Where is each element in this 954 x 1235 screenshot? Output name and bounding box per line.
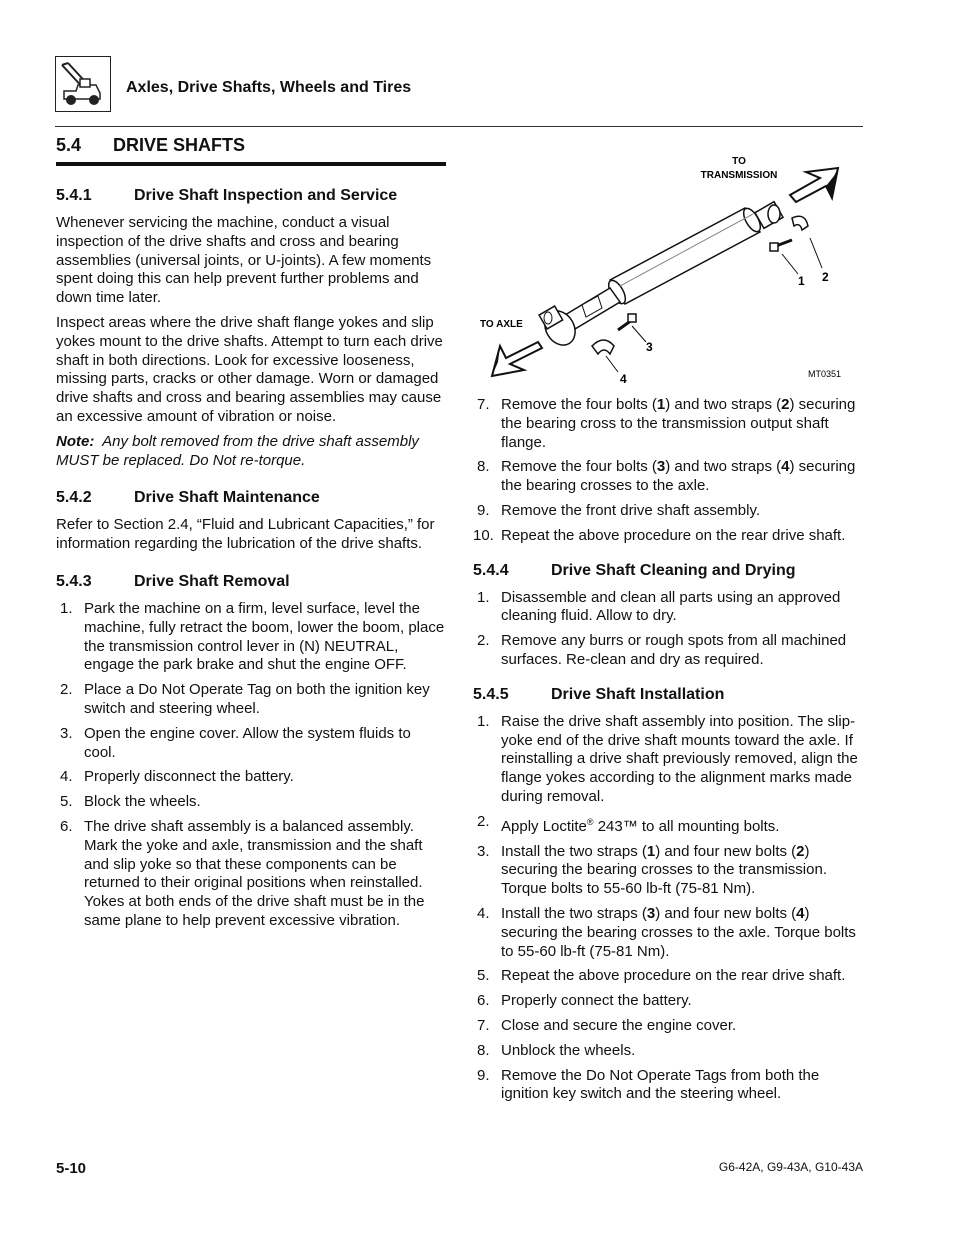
subsection-number: 5.4.2 <box>56 489 92 507</box>
drive-shaft-illustration <box>470 150 850 385</box>
step-number: 5. <box>477 967 490 985</box>
right-column <box>473 396 865 1104</box>
step-number: 1. <box>477 712 490 730</box>
removal-steps <box>56 600 446 931</box>
section-heading <box>56 134 446 166</box>
paragraph: Refer to Section 2.4, “Fluid and Lubricant Capacities,” for information regarding the lubrication of the drive shafts. <box>56 516 435 553</box>
step-text: Unblock the wheels. <box>501 1041 636 1059</box>
header-rule <box>55 126 863 127</box>
step-number: 9. <box>477 501 490 519</box>
step-text: The drive shaft assembly is a balanced assembly. Mark the yoke and axle, transmission and the shaft and slip yoke so that these components can be returned to their original positions when reinstalled. Yokes at both ends of the drive shaft must be in the same plane to help prevent excessive vibration. <box>84 817 425 929</box>
step-text: Park the machine on a firm, level surface, level the machine, fully retract the boom, lower the boom, place the transmission control lever in (N) NEUTRAL, engage the park brake and shut the engine OFF. <box>84 599 445 674</box>
step-number: 9. <box>477 1066 490 1084</box>
note-text: Any bolt removed from the drive shaft assembly MUST be replaced. Do Not re-torque. <box>56 432 419 469</box>
to-transmission-label-1: TO <box>732 156 746 167</box>
step-number: 3. <box>60 724 73 742</box>
list-item <box>473 1067 865 1105</box>
paragraph: Inspect areas where the drive shaft flange yokes and slip yokes mount to the drive shafts. Attempt to turn each drive shaft in both directions. Look for excessive looseness, missing parts, cracks or other damage. Worn or damaged drive shafts and cross and bearing assemblies may cause an excessive amount of vibration or noise. <box>56 313 443 425</box>
step-text: Remove any burrs or rough spots from all machined surfaces. Re-clean and dry as required. <box>501 632 847 668</box>
cleaning-steps <box>473 589 865 670</box>
step-text: Close and secure the engine cover. <box>501 1016 737 1034</box>
list-item <box>473 527 865 546</box>
step-text: Remove the Do Not Operate Tags from both the ignition key switch and the steering wheel. <box>501 1066 820 1103</box>
step-text: Repeat the above procedure on the rear drive shaft. <box>501 967 846 985</box>
subsection-title: Drive Shaft Maintenance <box>134 489 320 507</box>
bolt-1 <box>770 240 798 274</box>
list-item <box>473 843 865 899</box>
step-text: Properly connect the battery. <box>501 992 692 1010</box>
step-number: 7. <box>477 1016 490 1034</box>
step-text: Install the two straps ( <box>501 904 647 922</box>
step-number: 4. <box>60 768 73 786</box>
subsection-heading-543 <box>56 572 446 592</box>
step-text: ) and four new bolts ( <box>655 904 797 922</box>
step-text: ) securing the bearing crosses to the transmission. Torque bolts to 55-60 lb-ft (75-81 Nm). <box>501 842 827 898</box>
section-title: DRIVE SHAFTS <box>113 135 246 155</box>
step-number: 3. <box>477 842 490 860</box>
step-text: ) and two straps ( <box>665 458 782 476</box>
callout-ref: 4 <box>796 904 805 922</box>
to-axle-arrow <box>492 342 542 376</box>
subsection-title: Drive Shaft Installation <box>551 685 725 703</box>
paragraph: Whenever servicing the machine, conduct a visual inspection of the drive shafts and cross and bearing assemblies (universal joints, or U-joints). A few moments spent doing this can help prevent further problems and down time later. <box>56 214 432 307</box>
list-item <box>473 1017 865 1036</box>
callout-ref: 1 <box>656 396 666 413</box>
removal-steps-continued <box>473 396 865 546</box>
list-item <box>56 768 446 787</box>
callout-ref: 4 <box>781 458 790 476</box>
list-item <box>473 458 865 496</box>
step-number: 10. <box>473 526 494 544</box>
list-item <box>56 681 446 719</box>
subsection-heading-545 <box>473 685 865 705</box>
page-number: 5-10 <box>56 1160 87 1177</box>
callout-2: 2 <box>822 270 829 284</box>
step-text: Place a Do Not Operate Tag on both the ignition key switch and steering wheel. <box>84 681 430 717</box>
step-number: 6. <box>60 817 73 835</box>
step-number: 2. <box>477 812 490 830</box>
registered-mark: ® <box>586 816 594 827</box>
step-text: ) securing the bearing crosses to the axle. <box>501 458 856 495</box>
step-number: 8. <box>477 1041 490 1059</box>
list-item <box>473 992 865 1011</box>
strap-4 <box>592 340 618 372</box>
step-number: 6. <box>477 992 490 1010</box>
callout-ref: 2 <box>796 842 805 860</box>
step-text: Install the two straps ( <box>501 842 647 860</box>
callout-ref: 2 <box>781 396 790 413</box>
step-text: Repeat the above procedure on the rear drive shaft. <box>501 526 846 544</box>
step-number: 5. <box>60 793 73 811</box>
to-axle-label: TO AXLE <box>480 319 523 330</box>
callout-4: 4 <box>620 372 627 385</box>
chapter-title: Axles, Drive Shafts, Wheels and Tires <box>126 79 412 96</box>
list-item <box>473 502 865 521</box>
drive-shaft-tube <box>539 202 783 351</box>
subsection-number: 5.4.5 <box>473 685 509 703</box>
list-item <box>473 632 865 670</box>
list-item <box>56 818 446 931</box>
left-column <box>56 134 446 931</box>
callout-3: 3 <box>646 340 653 354</box>
installation-steps <box>473 713 865 1104</box>
list-item <box>473 967 865 986</box>
list-item <box>473 396 865 452</box>
step-text: Remove the four bolts ( <box>501 396 657 413</box>
subsection-heading-541 <box>56 186 446 206</box>
step-number: 4. <box>477 904 490 922</box>
step-text: ) securing the bearing cross to the transmission output shaft flange. <box>501 396 856 451</box>
subsection-heading-542 <box>56 488 446 508</box>
step-text: Remove the four bolts ( <box>501 458 657 476</box>
section-number: 5.4 <box>56 135 82 155</box>
telehandler-icon <box>56 57 109 110</box>
subsection-number: 5.4.3 <box>56 572 92 590</box>
step-text: ) securing the bearing crosses to the axle. Torque bolts to 55-60 lb-ft (75-81 Nm). <box>501 904 856 960</box>
list-item <box>473 589 865 627</box>
step-text: Open the engine cover. Allow the system fluids to cool. <box>84 724 411 761</box>
list-item <box>473 905 865 961</box>
subsection-number: 5.4.4 <box>473 561 509 579</box>
step-text: Raise the drive shaft assembly into position. The slip-yoke end of the drive shaft mounts toward the axle. If reinstalling a drive shaft previously removed, align the flange yokes according to the alignment marks made during removal. <box>501 712 858 805</box>
step-number: 1. <box>477 588 490 606</box>
subsection-title: Drive Shaft Cleaning and Drying <box>551 561 796 579</box>
step-text: Disassemble and clean all parts using an approved cleaning fluid. Allow to dry. <box>501 588 841 625</box>
note <box>56 433 446 471</box>
subsection-heading-544 <box>473 561 865 581</box>
step-text: Block the wheels. <box>84 793 201 811</box>
bolt-3 <box>618 314 646 342</box>
step-text: Properly disconnect the battery. <box>84 768 294 786</box>
list-item <box>56 725 446 763</box>
model-numbers: G6-42A, G9-43A, G10-43A <box>718 1160 863 1174</box>
list-item <box>56 600 446 675</box>
callout-ref: 1 <box>646 842 656 860</box>
step-number: 2. <box>60 681 73 699</box>
note-label: Note: <box>56 432 95 450</box>
step-number: 8. <box>477 458 490 476</box>
list-item <box>473 813 865 837</box>
drive-shaft-figure <box>470 150 850 385</box>
subsection-title: Drive Shaft Inspection and Service <box>134 187 398 204</box>
step-text: ) and four new bolts ( <box>655 842 797 860</box>
step-number: 2. <box>477 632 490 650</box>
step-number: 1. <box>60 599 73 617</box>
list-item <box>473 713 865 807</box>
chapter-icon <box>55 56 111 112</box>
step-number: 7. <box>477 396 490 413</box>
to-transmission-arrow <box>790 168 838 202</box>
callout-1: 1 <box>798 274 805 288</box>
callout-ref: 3 <box>646 904 656 922</box>
subsection-number: 5.4.1 <box>56 187 92 204</box>
step-text: Remove the front drive shaft assembly. <box>501 501 760 519</box>
step-text: ) and two straps ( <box>665 396 782 413</box>
list-item <box>473 1042 865 1061</box>
subsection-title: Drive Shaft Removal <box>134 572 290 590</box>
callout-ref: 3 <box>656 458 666 476</box>
to-transmission-label-2: TRANSMISSION <box>700 170 778 181</box>
step-text: 243™ to all mounting bolts. <box>593 817 780 835</box>
step-text: Apply Loctite <box>501 817 587 835</box>
strap-2 <box>792 216 822 268</box>
figure-code: MT0351 <box>808 369 842 379</box>
list-item <box>56 793 446 812</box>
